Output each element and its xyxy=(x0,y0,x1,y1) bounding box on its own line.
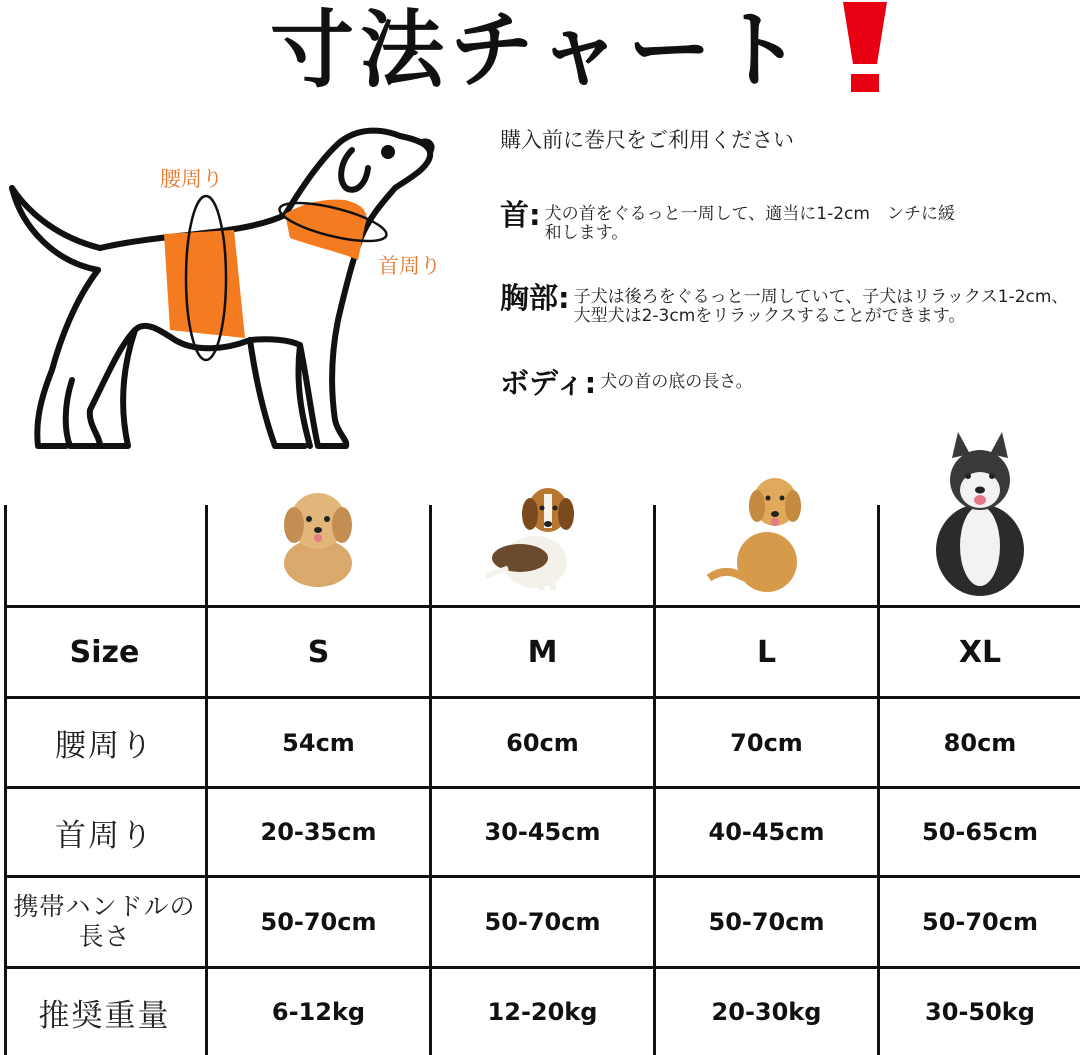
table-cell: 30-45cm xyxy=(484,818,601,846)
table-cell: 20-30kg xyxy=(711,998,822,1026)
table-cell: 50-70cm xyxy=(484,908,601,936)
table-cell: 70cm xyxy=(730,728,803,757)
instruction-head: ボディ: xyxy=(500,366,597,400)
instruction-chest xyxy=(500,283,1069,325)
table-cell: 6-12kg xyxy=(271,998,366,1026)
instruction-body-length xyxy=(500,368,753,400)
instruction-body: 子犬は後ろをぐるっと一周していて、子犬はリラックス1-2cm、大型犬は2-3cmをリラックスすることができます。 xyxy=(573,287,1069,326)
row-label-neck: 首周り xyxy=(55,817,154,854)
instruction-body: 犬の首の底の長さ。 xyxy=(600,372,753,392)
size-s-header: S xyxy=(307,634,330,670)
title-text: 寸法チャート xyxy=(270,1,808,99)
size-table xyxy=(4,505,1080,1055)
table-cell: 30-50kg xyxy=(925,998,1035,1026)
table-cell: 50-65cm xyxy=(922,818,1038,846)
table-cell: 80cm xyxy=(943,728,1017,757)
size-header-label: Size xyxy=(69,634,140,670)
row-label-handle-length: 携帯ハンドルの長さ xyxy=(13,892,196,951)
waist-label: 腰周り xyxy=(160,167,223,191)
table-cell: 12-20kg xyxy=(487,998,598,1026)
row-label-weight: 推奨重量 xyxy=(38,997,171,1034)
page-title xyxy=(270,0,807,100)
table-cell: 50-70cm xyxy=(260,908,377,936)
row-label-waist: 腰周り xyxy=(55,728,154,764)
table-cell: 50-70cm xyxy=(708,908,825,936)
table-cell: 40-45cm xyxy=(708,818,825,846)
exclamation-icon xyxy=(835,2,895,94)
table-cell: 54cm xyxy=(282,728,355,757)
instructions-intro: 購入前に巻尺をご利用ください xyxy=(500,128,794,152)
instruction-neck xyxy=(500,200,965,242)
size-xl-header: XL xyxy=(958,634,1002,670)
instruction-head: 首: xyxy=(500,198,541,232)
neck-label: 首周り xyxy=(378,254,441,278)
size-l-header: L xyxy=(756,634,777,670)
table-cell: 60cm xyxy=(506,728,579,757)
instruction-head: 胸部: xyxy=(500,281,570,315)
instruction-body: 犬の首をぐるっと一周して、適当に1-2cm ンチに緩和します。 xyxy=(544,204,955,243)
table-cell: 20-35cm xyxy=(260,818,377,846)
size-m-header: M xyxy=(527,634,558,670)
dog-outline-illustration xyxy=(0,120,470,460)
table-cell: 50-70cm xyxy=(922,908,1038,936)
